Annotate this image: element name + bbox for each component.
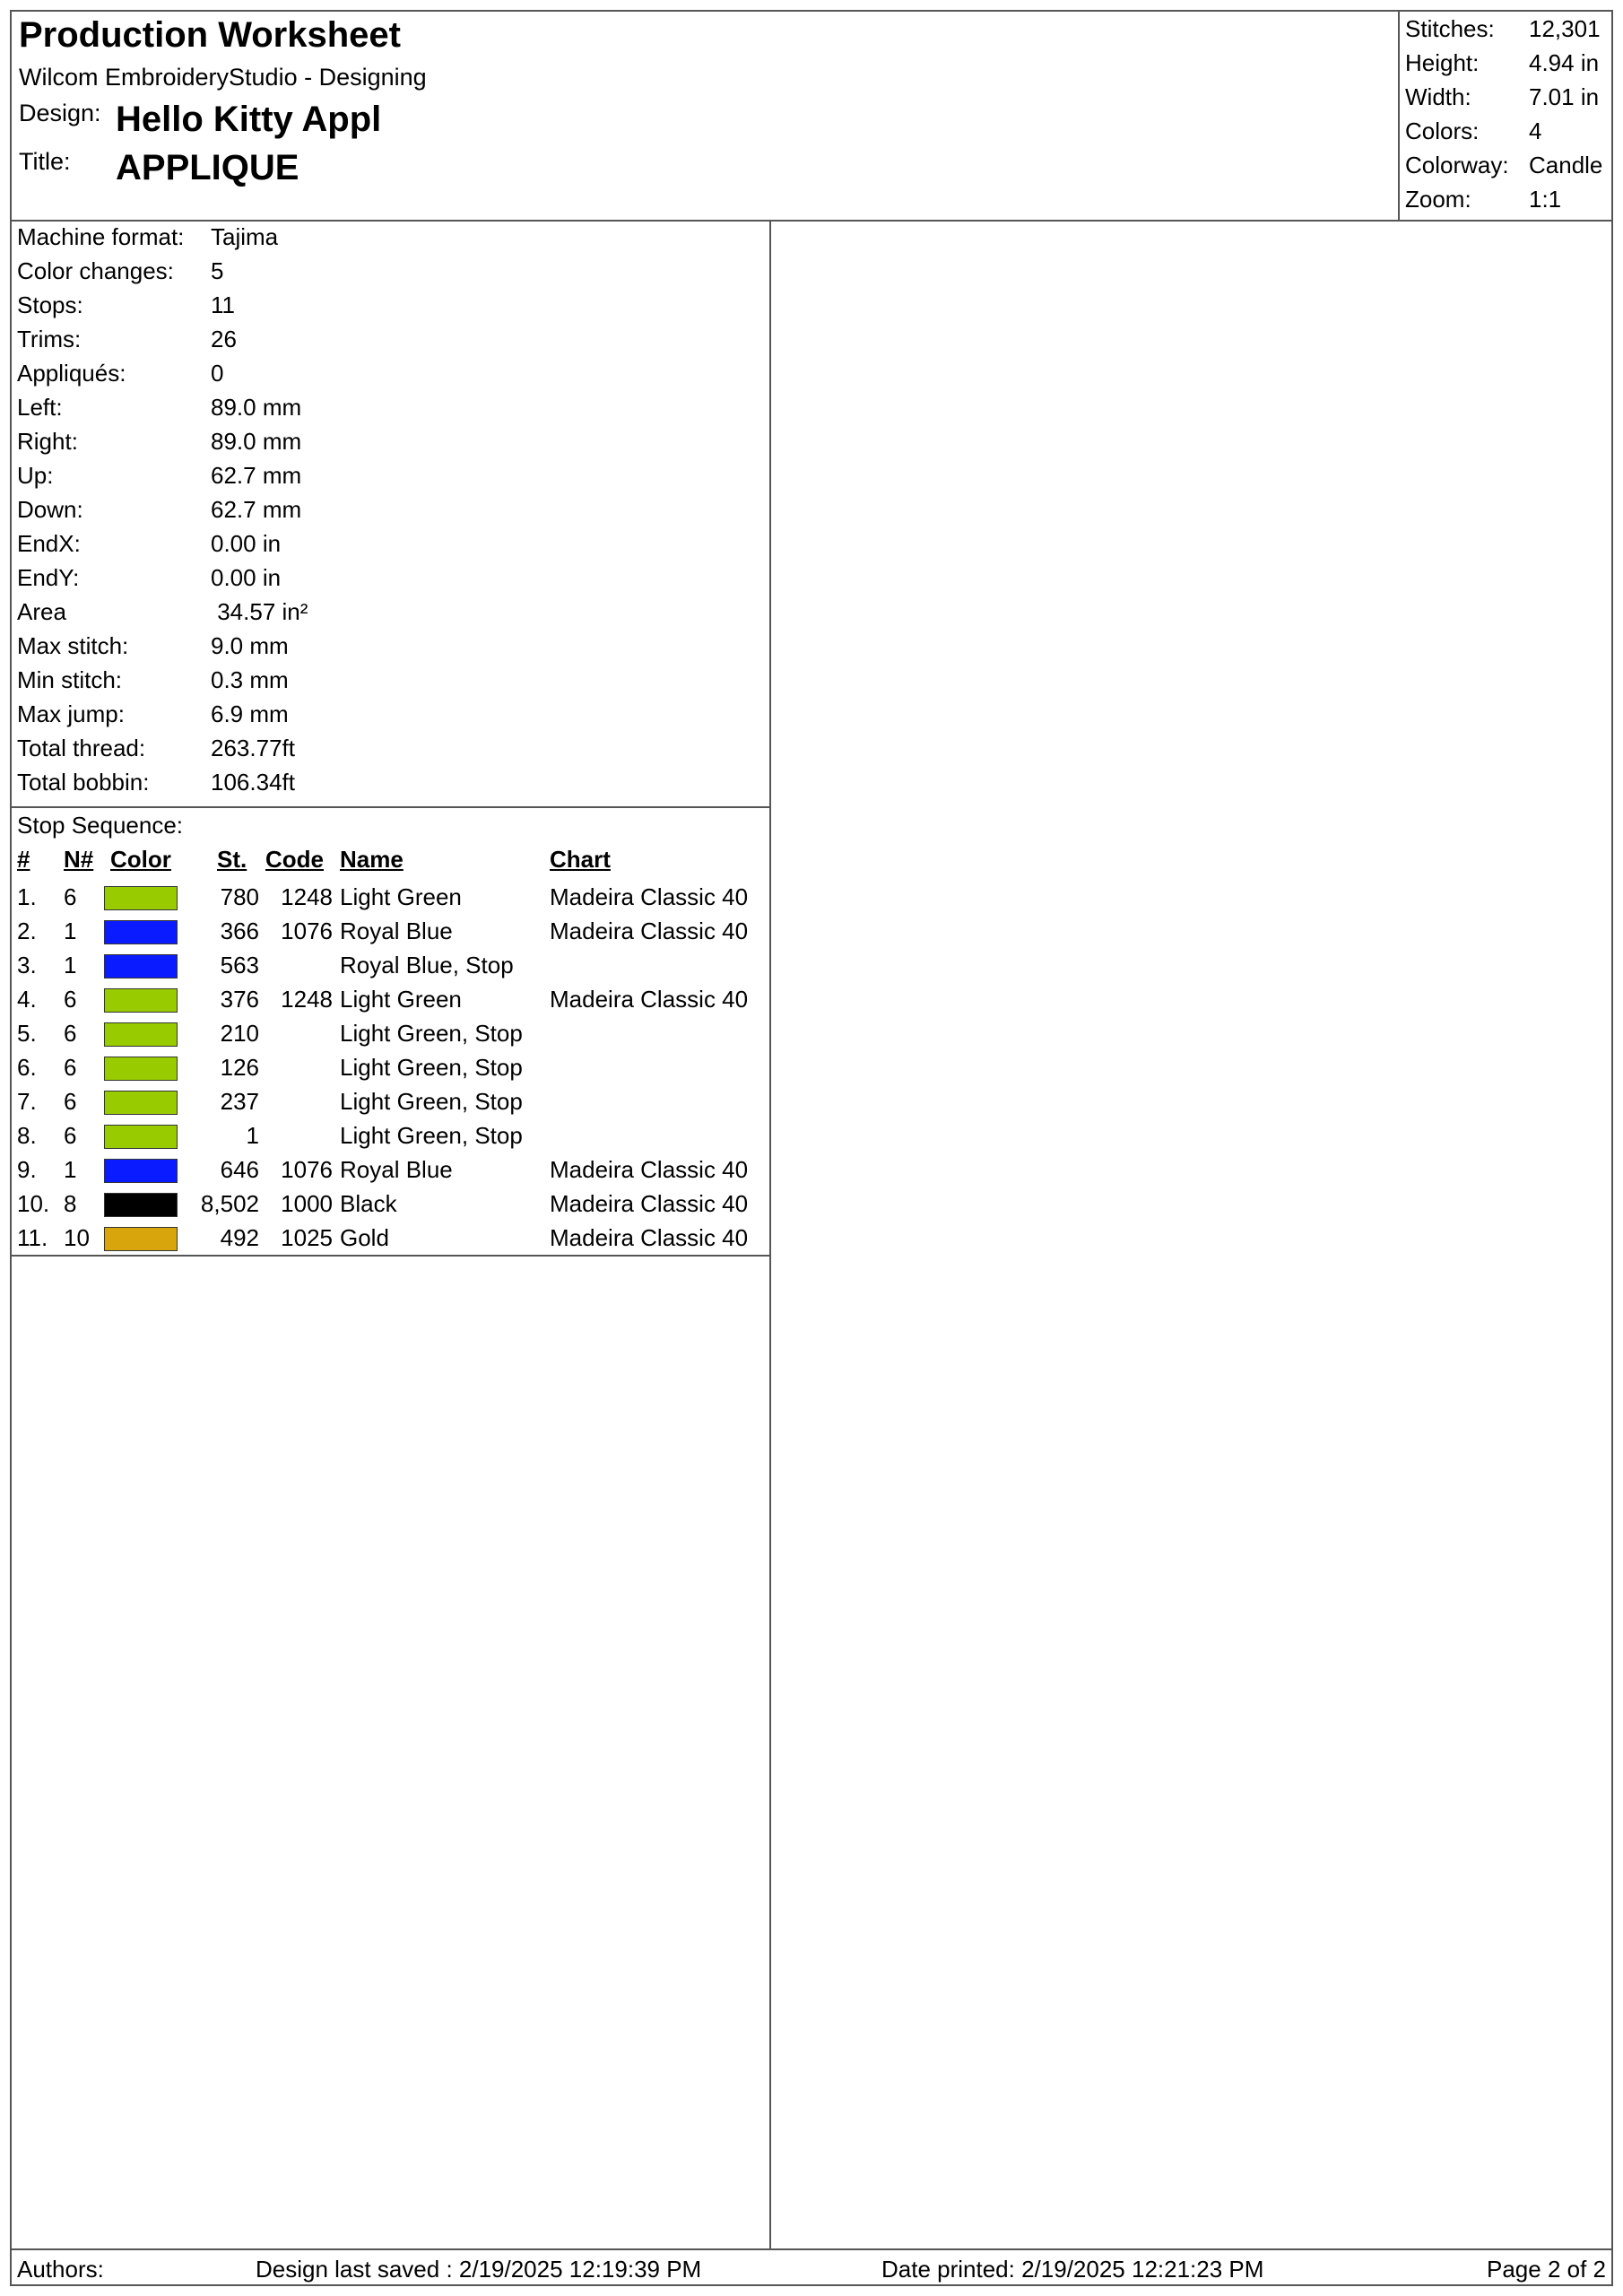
property-row	[12, 424, 769, 458]
thread-chart: Madeira Classic 40	[550, 1190, 749, 1217]
needle-number: 6	[64, 1122, 77, 1149]
thread-name: Light Green	[340, 883, 462, 910]
property-row	[12, 492, 769, 526]
stat-stitches	[1400, 12, 1613, 46]
col-header-color: Color	[110, 846, 171, 873]
property-value: 62.7 mm	[211, 462, 302, 489]
stop-row	[12, 982, 769, 1016]
stat-value: 4.94 in	[1529, 49, 1600, 76]
thread-chart: Madeira Classic 40	[550, 918, 749, 944]
thread-name: Light Green, Stop	[340, 1020, 523, 1047]
stat-value: 4	[1529, 117, 1542, 144]
stitch-count: 237	[220, 1088, 259, 1115]
property-label: Max jump:	[17, 700, 125, 727]
stat-label: Width:	[1405, 83, 1471, 110]
design-label: Design:	[19, 100, 101, 126]
property-row	[12, 356, 769, 390]
stat-value: 7.01 in	[1529, 83, 1600, 110]
property-value: 5	[211, 257, 224, 284]
color-swatch	[104, 1091, 178, 1115]
property-row	[12, 220, 769, 254]
thread-chart: Madeira Classic 40	[550, 883, 749, 910]
worksheet-footer	[12, 2248, 1611, 2286]
stat-label: Colors:	[1405, 117, 1480, 144]
property-value: 34.57 in²	[211, 598, 308, 625]
property-label: Machine format:	[17, 223, 185, 250]
stat-label: Zoom:	[1405, 186, 1471, 213]
stop-row	[12, 1118, 769, 1152]
property-value: 89.0 mm	[211, 428, 302, 455]
design-stats	[1398, 12, 1613, 220]
stitch-count: 492	[220, 1224, 259, 1251]
worksheet-title: Production Worksheet	[19, 15, 401, 55]
property-label: Down:	[17, 496, 83, 523]
thread-name: Royal Blue, Stop	[340, 952, 514, 978]
stitch-count: 210	[220, 1020, 259, 1047]
color-swatch	[104, 1227, 178, 1251]
stitch-count: 8,502	[200, 1190, 259, 1217]
stop-row	[12, 1221, 769, 1255]
stop-number: 11.	[17, 1224, 48, 1251]
stitch-count: 780	[220, 883, 259, 910]
stat-width	[1400, 80, 1613, 114]
last-saved: Design last saved : 2/19/2025 12:19:39 PM	[256, 2256, 702, 2283]
stat-height	[1400, 46, 1613, 80]
property-row	[12, 526, 769, 561]
property-label: Left:	[17, 394, 63, 421]
thread-name: Light Green, Stop	[340, 1054, 523, 1081]
stat-value: 12,301	[1529, 15, 1601, 42]
property-label: Total bobbin:	[17, 769, 150, 796]
property-row	[12, 390, 769, 424]
worksheet-header	[12, 12, 1611, 222]
stop-number: 3.	[17, 952, 37, 978]
property-value: 0	[211, 360, 224, 387]
property-label: Trims:	[17, 326, 82, 352]
stitch-count: 1	[246, 1122, 259, 1149]
needle-number: 8	[64, 1190, 77, 1217]
needle-number: 1	[64, 952, 77, 978]
property-value: 11	[211, 291, 235, 318]
color-swatch	[104, 1125, 178, 1149]
property-value: 9.0 mm	[211, 632, 289, 659]
stitch-count: 646	[220, 1156, 259, 1183]
needle-number: 1	[64, 1156, 77, 1183]
col-header-name: Name	[340, 846, 404, 873]
stop-number: 10.	[17, 1190, 50, 1217]
authors-label: Authors:	[17, 2256, 104, 2283]
design-name: Hello Kitty Appl	[116, 100, 382, 139]
stop-number: 9.	[17, 1156, 37, 1183]
property-label: Stops:	[17, 291, 83, 318]
thread-code: 1076	[281, 918, 333, 944]
date-printed: Date printed: 2/19/2025 12:21:23 PM	[881, 2256, 1264, 2283]
property-label: Up:	[17, 462, 54, 489]
property-label: Right:	[17, 428, 78, 455]
property-row	[12, 765, 769, 799]
stop-number: 2.	[17, 918, 37, 944]
col-header-chart: Chart	[550, 846, 611, 873]
needle-number: 6	[64, 1088, 77, 1115]
property-label: EndX:	[17, 530, 81, 557]
title-label: Title:	[19, 148, 71, 175]
property-label: Max stitch:	[17, 632, 129, 659]
property-value: 0.00 in	[211, 564, 282, 591]
stop-sequence	[12, 808, 769, 1257]
thread-chart: Madeira Classic 40	[550, 1224, 749, 1251]
stat-colorway	[1400, 148, 1613, 182]
production-worksheet	[10, 10, 1613, 2286]
stop-row	[12, 1016, 769, 1050]
stop-number: 6.	[17, 1054, 37, 1081]
property-row	[12, 254, 769, 288]
thread-name: Gold	[340, 1224, 389, 1251]
needle-number: 1	[64, 918, 77, 944]
design-title: APPLIQUE	[116, 148, 299, 187]
thread-code: 1076	[281, 1156, 333, 1183]
property-row	[12, 595, 769, 629]
color-swatch	[104, 920, 178, 944]
property-row	[12, 697, 769, 731]
stitch-count: 376	[220, 986, 259, 1013]
thread-name: Light Green	[340, 986, 462, 1013]
color-swatch	[104, 988, 178, 1013]
stitch-count: 563	[220, 952, 259, 978]
stop-row	[12, 948, 769, 982]
stat-value: Candle	[1529, 152, 1603, 178]
property-label: Total thread:	[17, 735, 146, 761]
col-header-num: #	[17, 846, 30, 873]
property-value: 6.9 mm	[211, 700, 289, 727]
property-value: 26	[211, 326, 237, 352]
thread-chart: Madeira Classic 40	[550, 986, 749, 1013]
stop-row	[12, 1152, 769, 1187]
color-swatch	[104, 886, 178, 910]
thread-name: Light Green, Stop	[340, 1088, 523, 1115]
stat-zoom	[1400, 182, 1613, 216]
col-header-code: Code	[265, 846, 324, 873]
color-swatch	[104, 1193, 178, 1217]
stop-number: 4.	[17, 986, 37, 1013]
property-row	[12, 288, 769, 322]
stop-number: 7.	[17, 1088, 37, 1115]
thread-code: 1248	[281, 883, 333, 910]
property-label: Color changes:	[17, 257, 174, 284]
stat-label: Colorway:	[1405, 152, 1509, 178]
col-header-needle: N#	[64, 846, 94, 873]
property-value: 263.77ft	[211, 735, 295, 761]
thread-name: Black	[340, 1190, 397, 1217]
property-value: 0.00 in	[211, 530, 282, 557]
thread-name: Royal Blue	[340, 1156, 453, 1183]
property-row	[12, 561, 769, 595]
stop-row	[12, 880, 769, 914]
needle-number: 10	[64, 1224, 90, 1251]
needle-number: 6	[64, 1020, 77, 1047]
color-swatch	[104, 954, 178, 978]
col-header-stitches: St.	[217, 846, 247, 873]
property-label: Area	[17, 598, 66, 625]
thread-code: 1248	[281, 986, 333, 1013]
stop-row	[12, 1187, 769, 1221]
stop-row	[12, 1050, 769, 1084]
property-row	[12, 322, 769, 356]
application-name: Wilcom EmbroideryStudio - Designing	[19, 64, 427, 91]
thread-code: 1000	[281, 1190, 333, 1217]
stop-number: 5.	[17, 1020, 37, 1047]
stat-colors	[1400, 114, 1613, 148]
property-row	[12, 458, 769, 492]
property-value: 0.3 mm	[211, 666, 289, 693]
property-label: Appliqués:	[17, 360, 126, 387]
color-swatch	[104, 1159, 178, 1183]
stitch-count: 126	[220, 1054, 259, 1081]
property-value: Tajima	[211, 223, 279, 250]
property-value: 62.7 mm	[211, 496, 302, 523]
stop-row	[12, 914, 769, 948]
property-label: Min stitch:	[17, 666, 123, 693]
color-swatch	[104, 1022, 178, 1047]
column-divider	[769, 220, 771, 2248]
stop-sequence-title: Stop Sequence:	[17, 812, 184, 839]
thread-name: Light Green, Stop	[340, 1122, 523, 1149]
property-value: 106.34ft	[211, 769, 295, 796]
machine-properties	[12, 220, 769, 808]
stat-value: 1:1	[1529, 186, 1562, 213]
property-row	[12, 731, 769, 765]
property-label: EndY:	[17, 564, 80, 591]
page-number: Page 2 of 2	[1487, 2256, 1606, 2283]
property-row	[12, 629, 769, 663]
stop-row	[12, 1084, 769, 1118]
thread-chart: Madeira Classic 40	[550, 1156, 749, 1183]
property-value: 89.0 mm	[211, 394, 302, 421]
stat-label: Stitches:	[1405, 15, 1495, 42]
needle-number: 6	[64, 883, 77, 910]
thread-name: Royal Blue	[340, 918, 453, 944]
needle-number: 6	[64, 1054, 77, 1081]
thread-code: 1025	[281, 1224, 333, 1251]
property-row	[12, 663, 769, 697]
stat-label: Height:	[1405, 49, 1480, 76]
color-swatch	[104, 1057, 178, 1081]
needle-number: 6	[64, 986, 77, 1013]
stop-number: 8.	[17, 1122, 37, 1149]
stitch-count: 366	[220, 918, 259, 944]
stop-number: 1.	[17, 883, 37, 910]
